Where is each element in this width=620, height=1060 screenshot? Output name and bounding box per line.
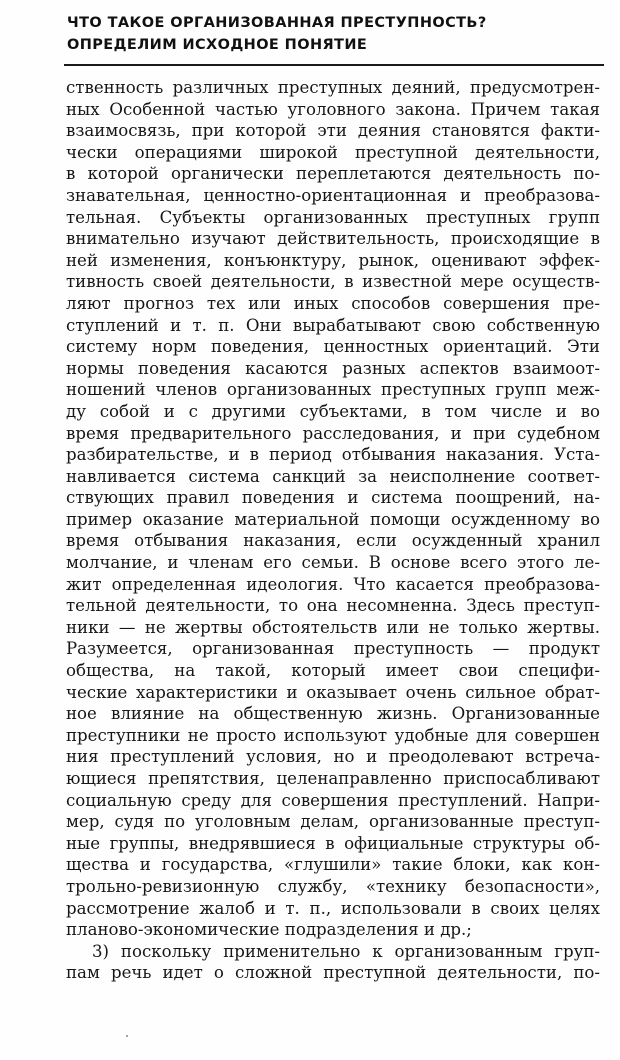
text-line: ники — не жертвы обстоятельств или не только жертвы. bbox=[66, 617, 600, 637]
text-line: трольно-ревизионную службу, «технику безопасности», bbox=[66, 876, 600, 896]
text-line: ческие характеристики и оказывает очень сильное обрат- bbox=[66, 682, 600, 702]
header-line-2: ОПРЕДЕЛИМ ИСХОДНОЕ ПОНЯТИЕ bbox=[67, 37, 368, 53]
text-line: молчание, и членам его семьи. В основе всего этого ле- bbox=[66, 553, 600, 573]
header-rule bbox=[64, 64, 604, 66]
text-line: рассмотрение жалоб и т. п., использовали в своих целях bbox=[66, 898, 600, 918]
text-line: разбирательстве, и в период отбывания наказания. Уста- bbox=[66, 445, 600, 465]
text-line: чески операциями широкой преступной деятельности, bbox=[66, 142, 600, 162]
text-line: знавательная, ценностно-ориентационная и преобразова- bbox=[66, 185, 600, 205]
text-line: время предварительного расследования, и при судебном bbox=[66, 423, 600, 443]
text-line: тивность своей деятельности, в известной мере осуществ- bbox=[66, 272, 600, 292]
text-line: ду собой и с другими субъектами, в том числе и во bbox=[66, 401, 600, 421]
text-line: ступлений и т. п. Они вырабатывают свою собственную bbox=[66, 315, 600, 335]
text-line: ляют прогноз тех или иных способов совершения пре- bbox=[66, 293, 600, 313]
text-line: пример оказание материальной помощи осужденному во bbox=[66, 509, 600, 529]
text-line: жит определенная идеология. Что касается преобразова- bbox=[66, 574, 600, 594]
print-speck bbox=[126, 1035, 128, 1037]
text-line: ющиеся препятствия, целенаправленно приспосабливают bbox=[66, 769, 600, 788]
text-line: взаимосвязь, при которой эти деяния становятся факти- bbox=[66, 121, 600, 141]
text-line: систему норм поведения, ценностных ориентаций. Эти bbox=[66, 337, 600, 357]
running-header bbox=[67, 12, 547, 56]
text-line: ствующих правил поведения и система поощрений, на- bbox=[66, 488, 600, 508]
text-line: ственность различных преступных деяний, предусмотрен- bbox=[66, 78, 600, 97]
text-line: навливается система санкций за неисполнение соответ- bbox=[66, 466, 600, 486]
text-line: щества и государства, «глушили» такие блоки, как кон- bbox=[66, 855, 600, 875]
text-line: преступники не просто используют удобные для совершен bbox=[66, 725, 600, 745]
text-line: тельной деятельности, то она несомненна. Здесь преступ- bbox=[66, 596, 600, 616]
text-line: ных Особенной частью уголовного закона. Причем такая bbox=[66, 99, 600, 119]
text-line: в которой органически переплетаются деятельность по- bbox=[66, 164, 600, 184]
text-line: 3) поскольку применительно к организованным груп- bbox=[92, 941, 600, 961]
text-line: ные группы, внедрявшиеся в официальные структуры об- bbox=[66, 833, 600, 853]
text-line: общества, на такой, который имеет свои специфи- bbox=[66, 661, 600, 681]
text-line: ния преступлений условия, но и преодолевают встреча- bbox=[66, 747, 600, 767]
header-line-1: ЧТО ТАКОЕ ОРГАНИЗОВАННАЯ ПРЕСТУПНОСТЬ? bbox=[67, 15, 487, 31]
text-line: мер, судя по уголовным делам, организованные преступ- bbox=[66, 812, 600, 832]
text-line: Разумеется, организованная преступность — продукт bbox=[66, 639, 600, 659]
text-line: планово-экономические подразделения и др.; bbox=[66, 920, 472, 940]
body-text bbox=[66, 77, 600, 984]
text-line: социальную среду для совершения преступлений. Напри- bbox=[66, 790, 600, 810]
text-line: внимательно изучают действительность, происходящие в bbox=[66, 229, 600, 249]
text-line: время отбывания наказания, если осужденный хранил bbox=[66, 531, 600, 551]
text-line: ней изменения, конъюнктуру, рынок, оценивают эффек- bbox=[66, 250, 600, 270]
text-line: нормы поведения касаются разных аспектов взаимоот- bbox=[66, 358, 600, 378]
text-line: тельная. Субъекты организованных преступных групп bbox=[66, 207, 600, 227]
text-line: ношений членов организованных преступных групп меж- bbox=[66, 380, 600, 400]
text-line: пам речь идет о сложной преступной деятельности, по- bbox=[66, 963, 600, 983]
text-line: ное влияние на общественную жизнь. Организованные bbox=[66, 704, 600, 724]
